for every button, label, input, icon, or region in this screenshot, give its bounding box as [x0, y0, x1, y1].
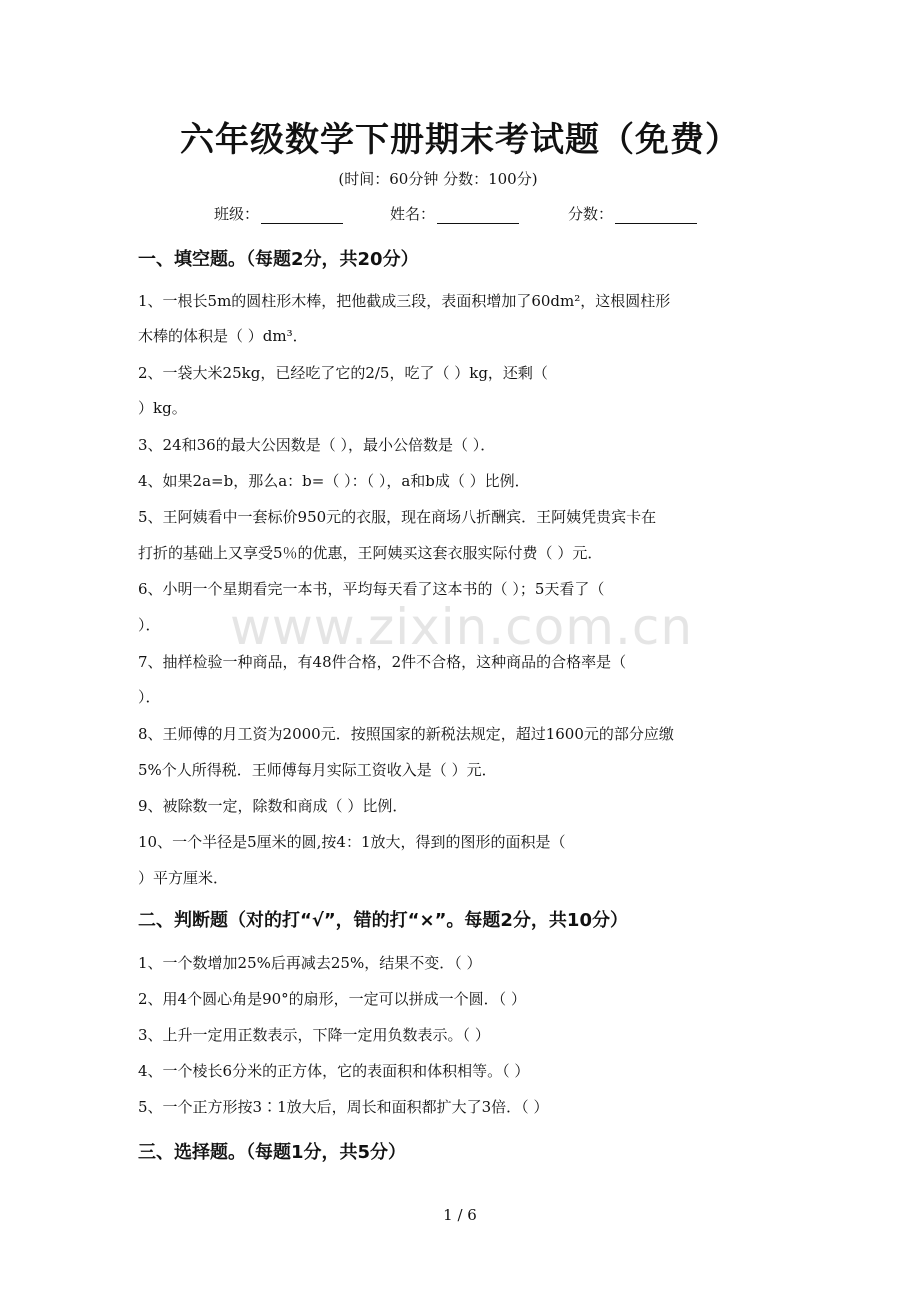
question-line: ）． — [138, 688, 161, 706]
page-number: 1 / 6 — [443, 1206, 477, 1224]
question-line: 4、一个棱长6分米的正方体，它的表面积和体积相等。（ ） — [138, 1062, 530, 1080]
class-field — [214, 203, 343, 224]
section-heading-fill-in: 一、填空题。（每题2分，共20分） — [138, 249, 419, 270]
question-line: ）kg。 — [138, 399, 187, 417]
question-line: ）． — [138, 616, 161, 634]
question-line: 4、如果2a=b，那么a：b=（ ）：（ ），a和b成（ ）比例． — [138, 472, 530, 490]
question-line: 5、王阿姨看中一套标价950元的衣服，现在商场八折酬宾．王阿姨凭贵宾卡在 — [138, 508, 657, 526]
class-blank[interactable] — [261, 205, 343, 224]
name-field — [390, 203, 519, 224]
question-line: 2、一袋大米25kg，已经吃了它的2/5，吃了（ ）kg，还剩（ — [138, 364, 548, 382]
question-line: ）平方厘米． — [138, 869, 229, 887]
name-label: 姓名： — [390, 205, 436, 223]
exam-subtitle: (时间：60分钟 分数：100分) — [338, 170, 538, 188]
question-line: 木棒的体积是（ ）dm³． — [138, 327, 308, 345]
question-line: 8、王师傅的月工资为2000元．按照国家的新税法规定，超过1600元的部分应缴 — [138, 725, 674, 743]
question-line: 5、一个正方形按3∶1放大后，周长和面积都扩大了3倍．（ ） — [138, 1098, 549, 1116]
section-heading-multiple-choice: 三、选择题。（每题1分，共5分） — [138, 1142, 407, 1163]
question-line: 10、一个半径是5厘米的圆,按4：1放大，得到的图形的面积是（ — [138, 833, 566, 851]
class-label: 班级： — [214, 205, 260, 223]
question-line: 打折的基础上又享受5％的优惠，王阿姨买这套衣服实际付费（ ）元． — [138, 544, 603, 562]
question-line: 9、被除数一定，除数和商成（ ）比例． — [138, 797, 408, 815]
section-heading-true-false: 二、判断题（对的打“√”，错的打“×”。每题2分，共10分） — [138, 910, 628, 931]
page-title: 六年级数学下册期末考试题（免费） — [180, 120, 740, 160]
watermark: www.zixin.com.cn — [230, 598, 694, 656]
question-line: 2、用4个圆心角是90°的扇形，一定可以拼成一个圆．（ ） — [138, 990, 526, 1008]
score-label: 分数： — [568, 205, 614, 223]
question-line: 3、24和36的最大公因数是（ ），最小公倍数是（ ）． — [138, 436, 496, 454]
question-line: 1、一根长5m的圆柱形木棒，把他截成三段，表面积增加了60dm²，这根圆柱形 — [138, 292, 671, 310]
question-line: 1、一个数增加25%后再减去25%，结果不变．（ ） — [138, 954, 482, 972]
student-info-row — [0, 203, 920, 227]
question-line: 5%个人所得税．王师傅每月实际工资收入是（ ）元． — [138, 761, 497, 779]
question-line: 6、小明一个星期看完一本书，平均每天看了这本书的（ ）；5天看了（ — [138, 580, 605, 598]
score-field — [568, 203, 697, 224]
question-line: 3、上升一定用正数表示，下降一定用负数表示。（ ） — [138, 1026, 490, 1044]
name-blank[interactable] — [437, 205, 519, 224]
question-line: 7、抽样检验一种商品，有48件合格，2件不合格，这种商品的合格率是（ — [138, 653, 627, 671]
score-blank[interactable] — [615, 205, 697, 224]
